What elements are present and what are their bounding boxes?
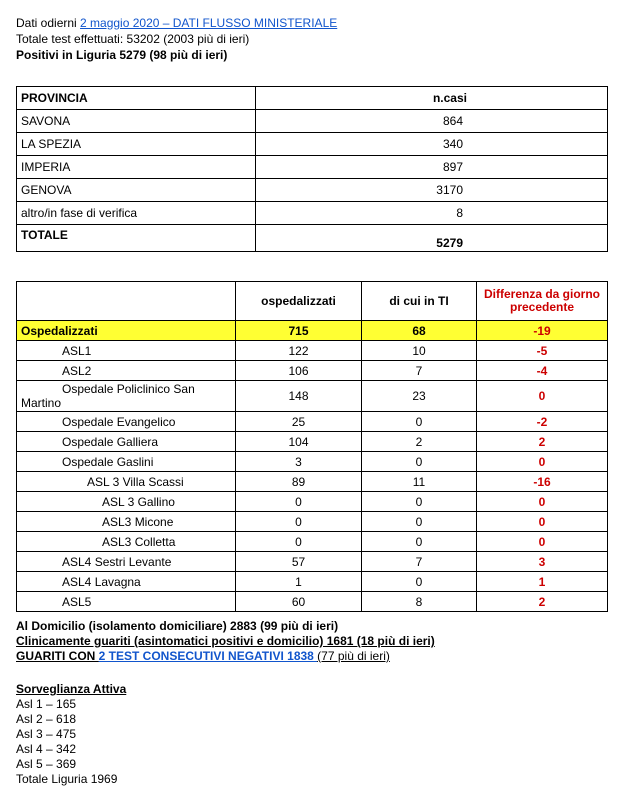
row-diff: 0 (477, 381, 608, 412)
row-diff: -5 (477, 341, 608, 361)
date-prefix: Dati odierni (16, 16, 81, 30)
row-ti: 11 (362, 472, 477, 492)
row-ti: 7 (362, 552, 477, 572)
row-name: Ospedale Galliera (17, 432, 236, 452)
header-ncasi: n.casi (256, 87, 608, 110)
row-name: Ospedalizzati (17, 321, 236, 341)
row-ti: 7 (362, 361, 477, 381)
province-total-row (17, 225, 608, 252)
row-hosp: 715 (236, 321, 362, 341)
row-name: ASL2 (17, 361, 236, 381)
row-name-line2: Martino (21, 396, 62, 410)
row-diff: -2 (477, 412, 608, 432)
province-row (17, 179, 608, 202)
province-value: 340 (256, 133, 608, 156)
row-diff: 2 (477, 592, 608, 612)
table-row (17, 341, 608, 361)
list-item: Asl 1 – 165 (16, 697, 77, 711)
row-ti: 23 (362, 381, 477, 412)
province-value: 8 (256, 202, 608, 225)
province-name: altro/in fase di verifica (17, 202, 256, 225)
row-ti: 0 (362, 412, 477, 432)
table-row (17, 412, 608, 432)
row-hosp: 0 (236, 492, 362, 512)
row-name (17, 381, 236, 412)
guariti-link[interactable]: 2 TEST CONSECUTIVI NEGATIVI 1838 (98, 649, 318, 663)
row-ti: 0 (362, 512, 477, 532)
province-row (17, 202, 608, 225)
row-name: Ospedale Evangelico (17, 412, 236, 432)
row-hosp: 1 (236, 572, 362, 592)
header-ospedalizzati: ospedalizzati (236, 282, 362, 321)
row-hosp: 0 (236, 512, 362, 532)
row-hosp: 3 (236, 452, 362, 472)
list-item: Asl 2 – 618 (16, 712, 77, 726)
row-ti: 8 (362, 592, 477, 612)
row-diff: -4 (477, 361, 608, 381)
header-differenza: Differenza da giorno precedente (477, 282, 608, 321)
positives-total: Positivi in Liguria 5279 (98 più di ieri) (16, 48, 228, 62)
row-name: ASL3 Colletta (17, 532, 236, 552)
row-diff: 0 (477, 492, 608, 512)
row-name: ASL3 Micone (17, 512, 236, 532)
province-name: IMPERIA (17, 156, 256, 179)
province-row (17, 156, 608, 179)
row-hosp: 106 (236, 361, 362, 381)
row-ti: 0 (362, 492, 477, 512)
list-item: Asl 4 – 342 (16, 742, 77, 756)
row-name: ASL5 (17, 592, 236, 612)
row-diff: 2 (477, 432, 608, 452)
row-diff: 0 (477, 452, 608, 472)
hospital-header-row (17, 282, 608, 321)
row-hosp: 122 (236, 341, 362, 361)
row-ti: 0 (362, 572, 477, 592)
sorveglianza-title: Sorveglianza Attiva (16, 682, 127, 696)
row-name: ASL4 Sestri Levante (17, 552, 236, 572)
row-name-line1: Ospedale Policlinico San (62, 382, 195, 396)
row-hosp: 57 (236, 552, 362, 572)
row-ti: 0 (362, 452, 477, 472)
row-name: ASL 3 Villa Scassi (17, 472, 236, 492)
province-row (17, 110, 608, 133)
row-hosp: 104 (236, 432, 362, 452)
table-row (17, 472, 608, 492)
date-line (16, 16, 337, 31)
row-diff: 0 (477, 512, 608, 532)
row-name: ASL4 Lavagna (17, 572, 236, 592)
table-row (17, 452, 608, 472)
row-diff: 0 (477, 532, 608, 552)
row-hosp: 148 (236, 381, 362, 412)
sorveglianza-total: Totale Liguria 1969 (16, 772, 118, 786)
header-empty (17, 282, 236, 321)
date-link[interactable]: 2 maggio 2020 – DATI FLUSSO MINISTERIALE (80, 16, 338, 30)
table-row (17, 572, 608, 592)
row-diff: 1 (477, 572, 608, 592)
row-hosp: 0 (236, 532, 362, 552)
province-table (16, 86, 608, 252)
province-row (17, 133, 608, 156)
table-row (17, 492, 608, 512)
guariti-prefix: GUARITI CON (16, 649, 99, 663)
row-ti: 10 (362, 341, 477, 361)
province-value: 3170 (256, 179, 608, 202)
row-ti: 0 (362, 532, 477, 552)
ospedalizzati-total-row (17, 321, 608, 341)
province-name: GENOVA (17, 179, 256, 202)
row-diff: -19 (477, 321, 608, 341)
domicilio-line: Al Domicilio (isolamento domiciliare) 2883 (99 più di ieri) (16, 619, 339, 633)
row-ti: 2 (362, 432, 477, 452)
total-label: TOTALE (17, 225, 256, 252)
table-row (17, 552, 608, 572)
table-row (17, 381, 608, 412)
province-name: LA SPEZIA (17, 133, 256, 156)
row-name: ASL 3 Gallino (17, 492, 236, 512)
province-value: 864 (256, 110, 608, 133)
list-item: Asl 3 – 475 (16, 727, 77, 741)
table-row (17, 432, 608, 452)
row-hosp: 25 (236, 412, 362, 432)
header-provincia: PROVINCIA (17, 87, 256, 110)
province-name: SAVONA (17, 110, 256, 133)
row-diff: -16 (477, 472, 608, 492)
row-hosp: 60 (236, 592, 362, 612)
row-ti: 68 (362, 321, 477, 341)
province-value: 897 (256, 156, 608, 179)
row-hosp: 89 (236, 472, 362, 492)
hospital-table (16, 281, 608, 612)
table-row (17, 512, 608, 532)
table-row (17, 532, 608, 552)
total-value: 5279 (256, 225, 608, 252)
row-diff: 3 (477, 552, 608, 572)
row-name: Ospedale Gaslini (17, 452, 236, 472)
list-item: Asl 5 – 369 (16, 757, 77, 771)
guariti-suffix: (77 più di ieri) (317, 649, 390, 663)
row-name: ASL1 (17, 341, 236, 361)
header-ti: di cui in TI (362, 282, 477, 321)
tests-total: Totale test effettuati: 53202 (2003 più di ieri) (16, 32, 250, 46)
province-header-row (17, 87, 608, 110)
guariti-clinici-line: Clinicamente guariti (asintomatici positivi e domicilio) 1681 (18 più di ieri) (16, 634, 435, 648)
table-row (17, 592, 608, 612)
table-row (17, 361, 608, 381)
guariti-test-line (16, 649, 390, 664)
